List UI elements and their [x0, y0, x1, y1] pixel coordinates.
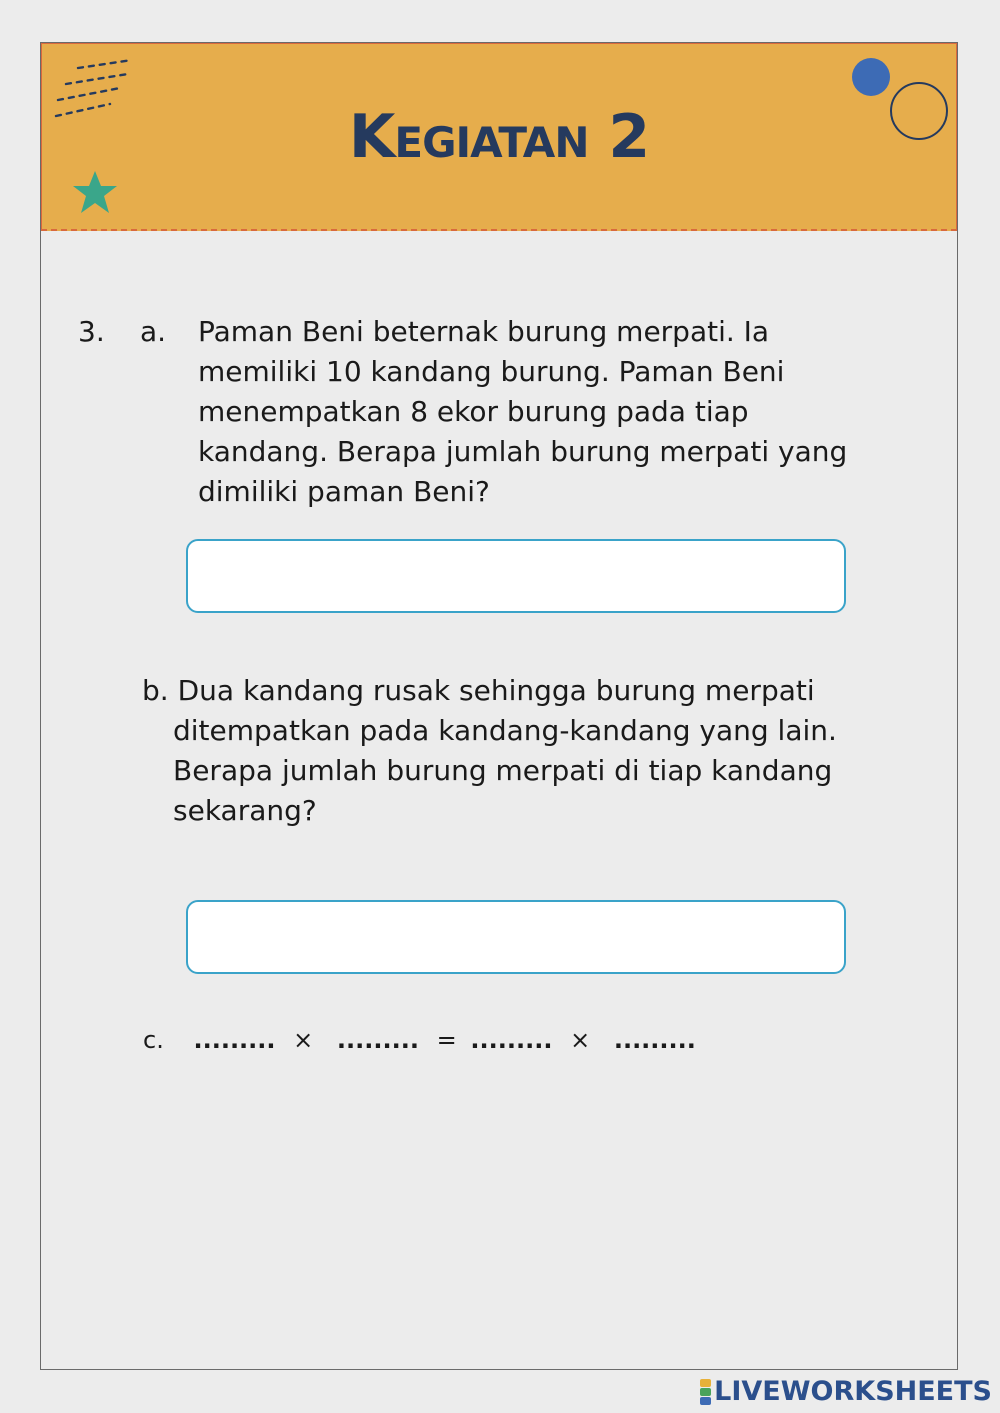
blank-1[interactable]: .........	[193, 1026, 276, 1054]
blank-3[interactable]: .........	[470, 1026, 553, 1054]
times-sign: ×	[293, 1026, 314, 1054]
blank-2[interactable]: .........	[336, 1026, 419, 1054]
liveworksheets-logo[interactable]	[700, 1376, 992, 1407]
question-a-line: dimiliki paman Beni?	[198, 475, 490, 508]
question-number: 3.	[78, 315, 105, 348]
question-a-label: a.	[140, 315, 167, 348]
question-c-label: c.	[143, 1026, 164, 1054]
logo-icon	[700, 1379, 711, 1405]
question-a-line: menempatkan 8 ekor burung pada tiap	[198, 395, 749, 428]
answer-a-input[interactable]	[186, 539, 846, 613]
filled-circle-icon	[850, 56, 892, 98]
question-b-line: sekarang?	[173, 794, 317, 827]
question-b-text	[142, 671, 837, 831]
blank-4[interactable]: .........	[613, 1026, 696, 1054]
question-a-line: kandang. Berapa jumlah burung merpati yang	[198, 435, 848, 468]
logo-text: LIVEWORKSHEETS	[714, 1376, 992, 1407]
question-a-text	[198, 312, 847, 512]
question-a-line: Paman Beni beternak burung merpati. Ia	[198, 315, 770, 348]
equals-sign: =	[436, 1026, 457, 1054]
page-title: Kegiatan 2	[348, 102, 650, 172]
question-b-line: b. Dua kandang rusak sehingga burung merpati	[142, 674, 815, 707]
header-banner	[41, 43, 957, 231]
times-sign: ×	[570, 1026, 591, 1054]
question-a-line: memiliki 10 kandang burung. Paman Beni	[198, 355, 785, 388]
star-icon	[70, 168, 120, 218]
answer-b-input[interactable]	[186, 900, 846, 974]
question-c-row	[143, 1020, 696, 1060]
question-b-line: Berapa jumlah burung merpati di tiap kandang	[173, 754, 833, 787]
question-b-line: ditempatkan pada kandang-kandang yang lain.	[173, 714, 837, 747]
